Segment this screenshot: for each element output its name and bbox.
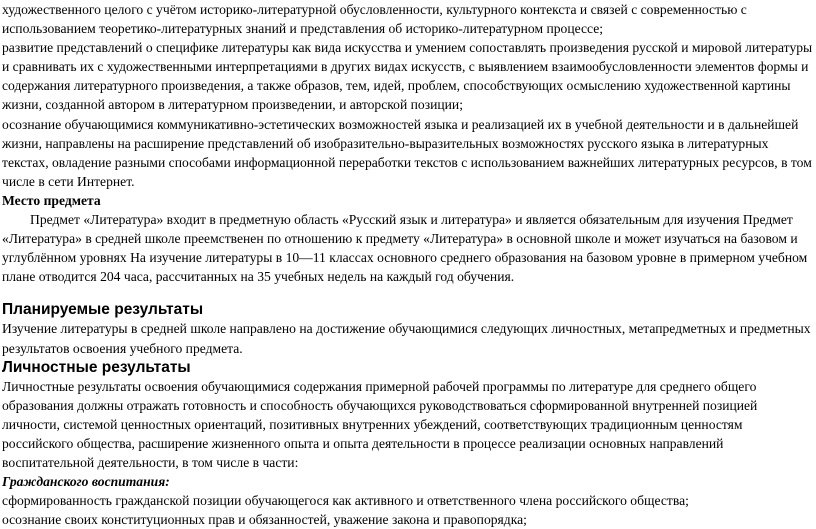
- paragraph-personal-results: Личностные результаты освоения обучающимися содержания примерной рабочей программы по литературе для среднего общего образования должны отражать готовность и способность обучающихся руководствоваться сформированной внутренней позицией личности, системой ценностных ориентаций, позитивных внутренних убеждений, соответствующих традиционным ценностям российского общества, расширение жизненного опыта и опыта деятельности в процессе реализации основных направлений воспитательной деятельности, в том числе в части:: [2, 378, 758, 470]
- paragraph-civic-rights: осознание своих конституционных прав и обязанностей, уважение закона и правопорядка;: [2, 512, 527, 528]
- paragraph-subject-place: Предмет «Литература» входит в предметную область «Русский язык и литература» и является обязательным для изучения Предмет «Литература» в средней школе преемственен по отношению к предмету «Литература» в основной школе и может изучаться на базовом и углублённом уровнях На изучение литературы в 10—11 классах основного среднего образования на базовом уровне в примерном учебном плане отводится 204 часа, рассчитанных на 35 учебных недель на каждый год обучения.: [2, 212, 808, 285]
- paragraph-civic-position: сформированность гражданской позиции обучающегося как активного и ответственного члена российского общества;: [2, 493, 689, 509]
- paragraph-communicative: осознание обучающимися коммуникативно-эстетических возможностей языка и реализацией их в учебной деятельности и в дальнейшей жизни, направлены на расширение представлений об изобразительно-выразительных возможностях русского языка в литературных текстах, овладение разными способами информационной переработки текстов с использованием важнейших литературных ресурсов, в том числе в сети Интернет.: [2, 116, 812, 189]
- heading-personal-results: Личностные результаты: [2, 358, 191, 376]
- paragraph-literature-specifics: развитие представлений о специфике литературы как вида искусства и умением сопоставлять произведения русской и мировой литературы и сравнивать их с художественными интерпретациями в других видах искусств, с выявлением взаимообусловленности элементов формы и содержания литературного произведения, а также образов, тем, идей, проблем, способствующих осмыслению художественной картины жизни, созданной автором в литературном произведении, и авторской позиции;: [2, 40, 813, 113]
- heading-subject-place: Место предмета: [2, 192, 101, 208]
- heading-planned-results: Планируемые результаты: [2, 301, 204, 319]
- paragraph-planned-results: Изучение литературы в средней школе направлено на достижение обучающимися следующих личностных, метапредметных и предметных результатов освоения учебного предмета.: [2, 321, 811, 356]
- paragraph-context: художественного целого с учётом историко-литературной обусловленности, культурного контекста и связей с современностью с использованием теоретико-литературных знаний и представления об историко-литературном процессе;: [2, 2, 747, 37]
- heading-civic-education: Гражданского воспитания:: [2, 474, 170, 490]
